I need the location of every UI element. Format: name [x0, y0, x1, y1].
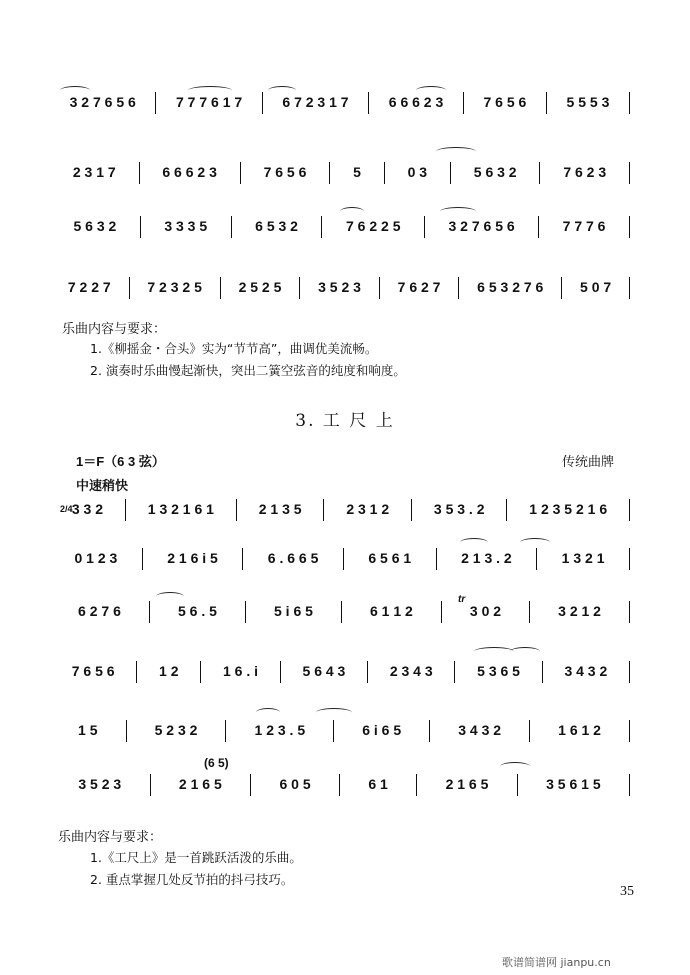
- measure: 2 3 4 3: [389, 663, 433, 679]
- barline: [529, 601, 530, 623]
- site-watermark: 歌谱简谱网 jianpu.cn: [502, 956, 611, 969]
- slur-mark: [340, 207, 364, 216]
- barline: [329, 162, 330, 184]
- piece1-row-1: [52, 88, 632, 114]
- measure: 6 7 2 3 1 7: [282, 94, 349, 110]
- measure: 1 3 2 1: [561, 550, 605, 566]
- barline: [368, 92, 369, 114]
- measure: 1 2 3 5 2 1 6: [529, 501, 608, 517]
- barline: [280, 661, 281, 683]
- requirement-1-1: 1.《柳摇金・合头》实为“节节高”，曲调优美流畅。: [90, 341, 378, 356]
- barline: [536, 548, 537, 570]
- measure: 2 1 3 . 2: [461, 550, 512, 566]
- barline: [367, 661, 368, 683]
- barline: [125, 499, 126, 521]
- measure: 7 7 7 6: [562, 218, 606, 234]
- measure: 3 5 3 . 2: [433, 501, 485, 517]
- piece2-row-5: [52, 716, 632, 742]
- measure: 6 0 5: [279, 776, 311, 792]
- slur-mark: [316, 708, 352, 717]
- measure: 3 2 7 6 5 6: [448, 218, 515, 234]
- trill-mark: tr: [458, 594, 466, 605]
- requirement-2-2: 2. 重点掌握几处反节拍的抖弓技巧。: [90, 872, 294, 887]
- measure: 5 0 7: [580, 279, 612, 295]
- measure: 1 5: [78, 722, 98, 738]
- barline: [629, 601, 630, 623]
- barline: [529, 720, 530, 742]
- slur-mark: [510, 647, 540, 656]
- measure: 1 2: [159, 663, 179, 679]
- measure: 6 1 1 2: [370, 603, 413, 619]
- barline: [629, 548, 630, 570]
- measure: 6 1: [368, 776, 388, 792]
- barline: [379, 277, 380, 299]
- barline: [343, 548, 344, 570]
- barline: [629, 720, 630, 742]
- barline: [538, 216, 539, 238]
- requirement-1-2: 2. 演奏时乐曲慢起渐快，突出二簧空弦音的纯度和响度。: [90, 363, 406, 378]
- measure: 0 1 2 3: [74, 550, 118, 566]
- barline: [629, 774, 630, 796]
- barline: [155, 92, 156, 114]
- requirements-title-2: 乐曲内容与要求：: [58, 830, 163, 845]
- barline: [242, 548, 243, 570]
- barline: [262, 92, 263, 114]
- barline: [506, 499, 507, 521]
- barline: [126, 720, 127, 742]
- measure: 7 6 2 7: [397, 279, 441, 295]
- barline: [323, 499, 324, 521]
- measure: 6 i 6 5: [362, 722, 402, 738]
- barline: [321, 216, 322, 238]
- measure: 5 6 3 2: [73, 218, 117, 234]
- barline: [129, 277, 130, 299]
- measure: 7 6 2 2 5: [345, 218, 401, 234]
- barline: [231, 216, 232, 238]
- slur-mark: [460, 538, 488, 547]
- slur-mark: [520, 538, 550, 547]
- measure: 3 5 6 1 5: [546, 776, 601, 792]
- measure: 2 3 1 7: [72, 164, 116, 180]
- measure: 2 1 6 5: [445, 776, 489, 792]
- measure: 5 6 3 2: [473, 164, 517, 180]
- measure: 1 6 . i: [223, 663, 259, 679]
- piece2-row-3: [52, 597, 632, 623]
- slur-mark: [500, 762, 530, 771]
- slur-mark: [440, 207, 476, 216]
- barline: [250, 774, 251, 796]
- barline: [142, 548, 143, 570]
- measure: 3 3 3 5: [164, 218, 208, 234]
- barline: [458, 277, 459, 299]
- measure: 3 2 1 2: [558, 603, 601, 619]
- barline: [411, 499, 412, 521]
- barline: [200, 661, 201, 683]
- piece2-row-2: [52, 544, 632, 570]
- measure: 7 2 2 7: [67, 279, 111, 295]
- barline: [629, 92, 630, 114]
- barline: [436, 548, 437, 570]
- slur-mark: [156, 592, 184, 601]
- barline: [629, 661, 630, 683]
- slur-mark: [256, 708, 280, 717]
- measure: 5 2 3 2: [154, 722, 198, 738]
- piece1-row-4: [52, 273, 632, 299]
- barline: [441, 601, 442, 623]
- barline: [339, 774, 340, 796]
- measure: 1 2 3 . 5: [254, 722, 306, 738]
- barline: [454, 661, 455, 683]
- measure: 0 3: [407, 164, 428, 180]
- barline: [629, 277, 630, 299]
- barline: [384, 162, 385, 184]
- barline: [136, 661, 137, 683]
- barline: [629, 499, 630, 521]
- barline: [140, 216, 141, 238]
- measure: 2 5 2 5: [238, 279, 282, 295]
- measure: 5 i 6 5: [273, 603, 313, 619]
- measure: 2 3 1 2: [346, 501, 390, 517]
- barline: [341, 601, 342, 623]
- measure: 7 6 2 3: [563, 164, 607, 180]
- measure: 6 2 7 6: [78, 603, 121, 619]
- measure: 2 1 6 5: [178, 776, 222, 792]
- measure: 6 5 3 2 7 6: [477, 279, 544, 295]
- measure: 5 6 . 5: [177, 603, 217, 619]
- measure: 6 5 3 2: [255, 218, 298, 234]
- key-signature: 1＝F（6 3 弦）: [76, 454, 165, 469]
- barline: [629, 216, 630, 238]
- composer-label: 传统曲牌: [562, 455, 615, 470]
- barline: [561, 277, 562, 299]
- measure: 3 2 7 6 5 6: [69, 94, 136, 110]
- piece2-row-6: [52, 770, 632, 796]
- measure: 3 4 3 2: [564, 663, 608, 679]
- measure: 1 6 1 2: [558, 722, 601, 738]
- measure: 3 0 2: [469, 603, 502, 619]
- measure: 5 3 6 5: [477, 663, 520, 679]
- measure: 3 5 2 3: [318, 279, 361, 295]
- measure: 6 5 6 1: [368, 550, 412, 566]
- requirement-2-1: 1.《工尺上》是一首跳跃活泼的乐曲。: [90, 850, 302, 865]
- measure: 1 3 2 1 6 1: [147, 501, 214, 517]
- measure: 7 7 7 6 1 7: [176, 94, 243, 110]
- measure: 2 1 6 i 5: [167, 550, 218, 566]
- slur-mark: [268, 86, 296, 95]
- barline: [629, 162, 630, 184]
- barline: [139, 162, 140, 184]
- barline: [424, 216, 425, 238]
- slur-mark: [188, 86, 232, 95]
- barline: [240, 162, 241, 184]
- barline: [429, 720, 430, 742]
- barline: [416, 774, 417, 796]
- piece2-row-4: [52, 657, 632, 683]
- barline: [150, 774, 151, 796]
- ornament-parens: (6 5): [204, 756, 229, 770]
- measure: 7 6 5 6: [483, 94, 527, 110]
- barline: [542, 661, 543, 683]
- slur-mark: [474, 647, 514, 656]
- measure: 6 6 6 2 3: [388, 94, 444, 110]
- barline: [149, 601, 150, 623]
- piece-title: 3. 工 尺 上: [295, 411, 395, 431]
- barline: [517, 774, 518, 796]
- tempo-marking: 中速稍快: [76, 479, 129, 494]
- slur-mark: [416, 86, 446, 95]
- barline: [539, 162, 540, 184]
- barline: [546, 92, 547, 114]
- barline: [245, 601, 246, 623]
- barline: [220, 277, 221, 299]
- piece2-row-1: [52, 495, 632, 521]
- measure: 5 6 4 3: [302, 663, 346, 679]
- measure: 2 1 3 5: [258, 501, 302, 517]
- time-signature: 2/4: [60, 504, 73, 514]
- barline: [299, 277, 300, 299]
- measure: 5 5 5 3: [566, 94, 610, 110]
- measure: 7 2 3 2 5: [147, 279, 202, 295]
- measure: 6 . 6 6 5: [267, 550, 319, 566]
- barline: [450, 162, 451, 184]
- measure: 7 6 5 6: [263, 164, 307, 180]
- barline: [225, 720, 226, 742]
- measure: 3 3 2: [71, 501, 104, 517]
- measure: 7 6 5 6: [71, 663, 115, 679]
- page-number: 35: [620, 884, 634, 899]
- measure: 5: [353, 164, 361, 180]
- slur-mark: [436, 147, 476, 156]
- piece1-row-2: [52, 158, 632, 184]
- measure: 3 4 3 2: [458, 722, 502, 738]
- requirements-title-1: 乐曲内容与要求：: [62, 322, 167, 337]
- barline: [333, 720, 334, 742]
- measure: 6 6 6 2 3: [162, 164, 217, 180]
- slur-mark: [60, 86, 90, 95]
- measure: 3 5 2 3: [78, 776, 122, 792]
- barline: [463, 92, 464, 114]
- barline: [236, 499, 237, 521]
